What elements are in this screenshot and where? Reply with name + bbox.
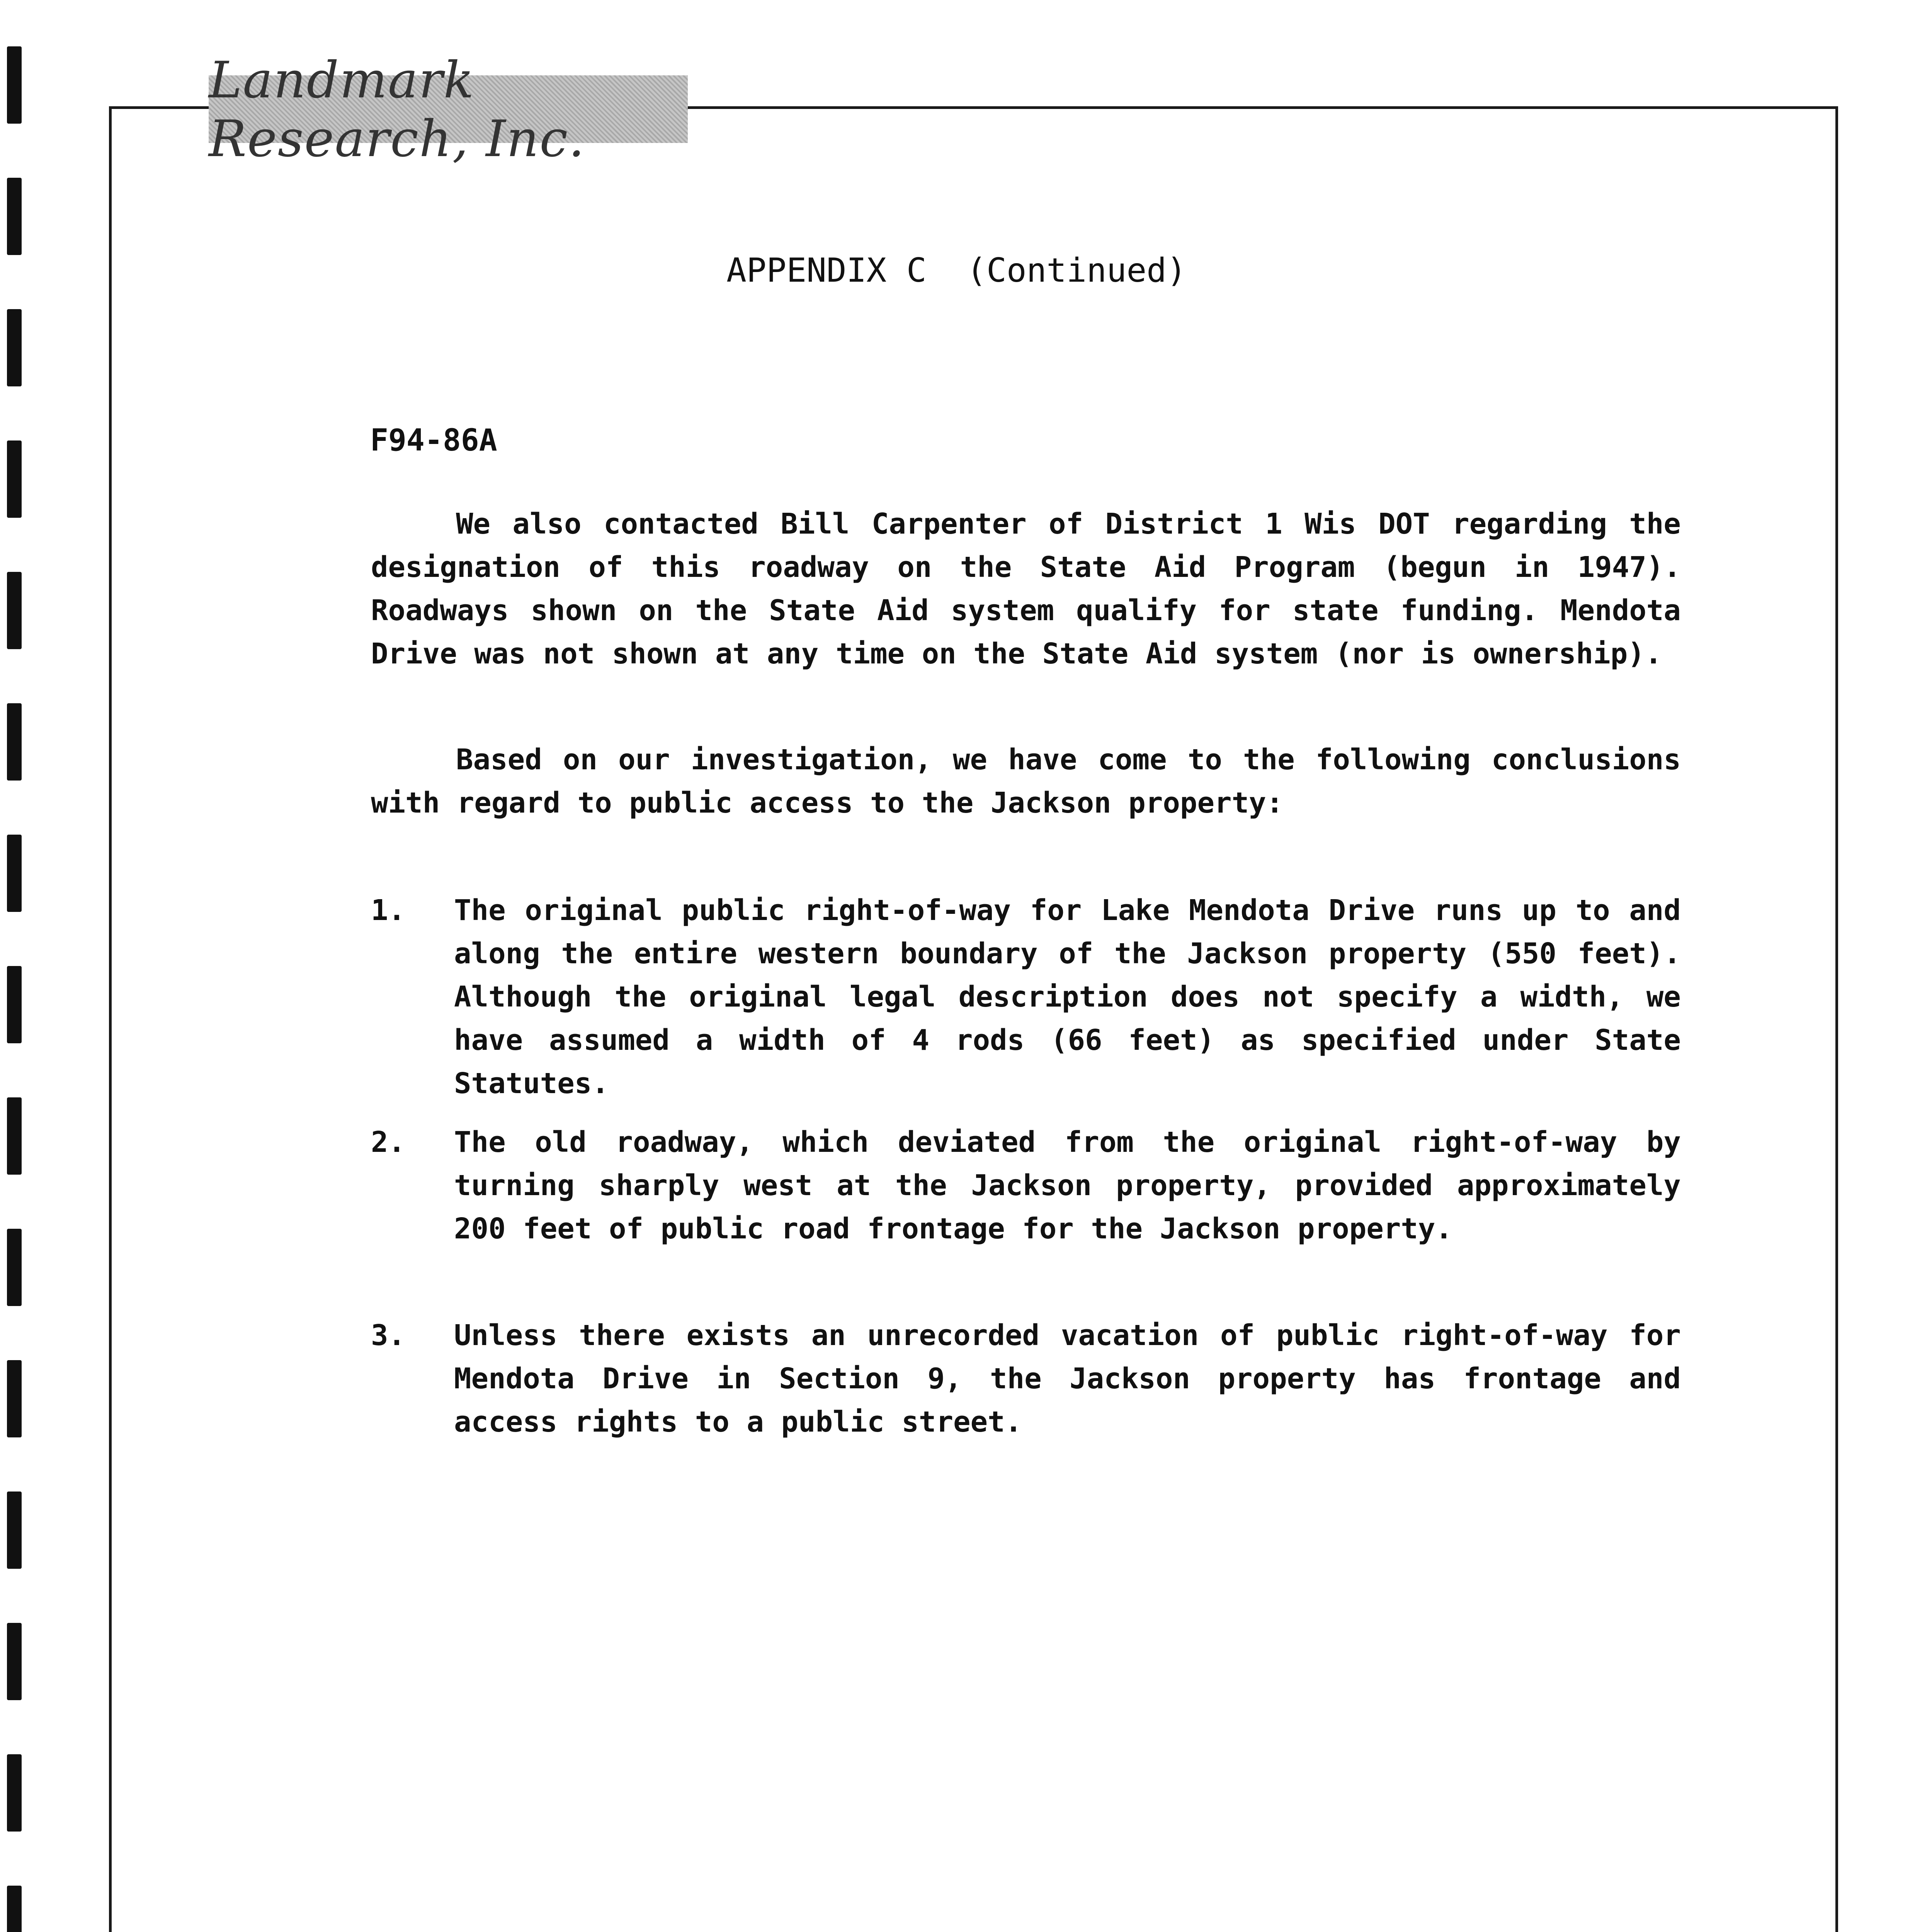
binding-hole (7, 966, 22, 1043)
binding-hole (7, 309, 22, 386)
file-reference: F94-86A (370, 423, 497, 458)
binding-hole (7, 1097, 22, 1175)
list-item-number: 1. (371, 894, 406, 927)
binding-hole (7, 1754, 22, 1832)
binding-hole (7, 1886, 22, 1932)
page-title: APPENDIX C (Continued) (726, 251, 1187, 290)
list-item-text: The old roadway, which deviated from the original right-of-way by turning sharply west at the Jackson property, provided approximately 200 feet of public road frontage for the Jackson property. (454, 1126, 1681, 1245)
company-logo (209, 50, 688, 168)
list-item-number: 2. (371, 1126, 406, 1159)
binding-holes (7, 46, 22, 1932)
binding-hole (7, 178, 22, 255)
binding-hole (7, 1492, 22, 1569)
binding-hole (7, 1229, 22, 1306)
binding-hole (7, 46, 22, 124)
paragraph-state-aid: We also contacted Bill Carpenter of District 1 Wis DOT regarding the designation of this roadway on the State Aid Program (begun in 1947). Roadways shown on the State Aid system qualify for state funding. Mendota Drive was not shown at any time on the State Aid system (nor is ownership). (371, 507, 1681, 670)
paragraph-conclusions-intro: Based on our investigation, we have come to the following conclusions with regard to public access to the Jackson property: (371, 743, 1681, 820)
list-item-text: Unless there exists an unrecorded vacation of public right-of-way for Mendota Drive in Section 9, the Jackson property has frontage and access rights to a public street. (454, 1319, 1681, 1439)
list-item-number: 3. (371, 1319, 406, 1352)
binding-hole (7, 1623, 22, 1700)
binding-hole (7, 440, 22, 518)
list-item (371, 1121, 1681, 1250)
binding-hole (7, 835, 22, 912)
binding-hole (7, 1360, 22, 1437)
logo-text: Landmark Research, Inc. (209, 50, 585, 168)
list-item (371, 1314, 1681, 1444)
list-item (371, 889, 1681, 1105)
binding-hole (7, 703, 22, 781)
list-item-text: The original public right-of-way for Lake Mendota Drive runs up to and along the entire western boundary of the Jackson property (550 feet). Although the original legal description does not specify a width, we have assumed a width of 4 rods (66 feet) as specified under State Statutes. (454, 894, 1681, 1100)
binding-hole (7, 572, 22, 649)
